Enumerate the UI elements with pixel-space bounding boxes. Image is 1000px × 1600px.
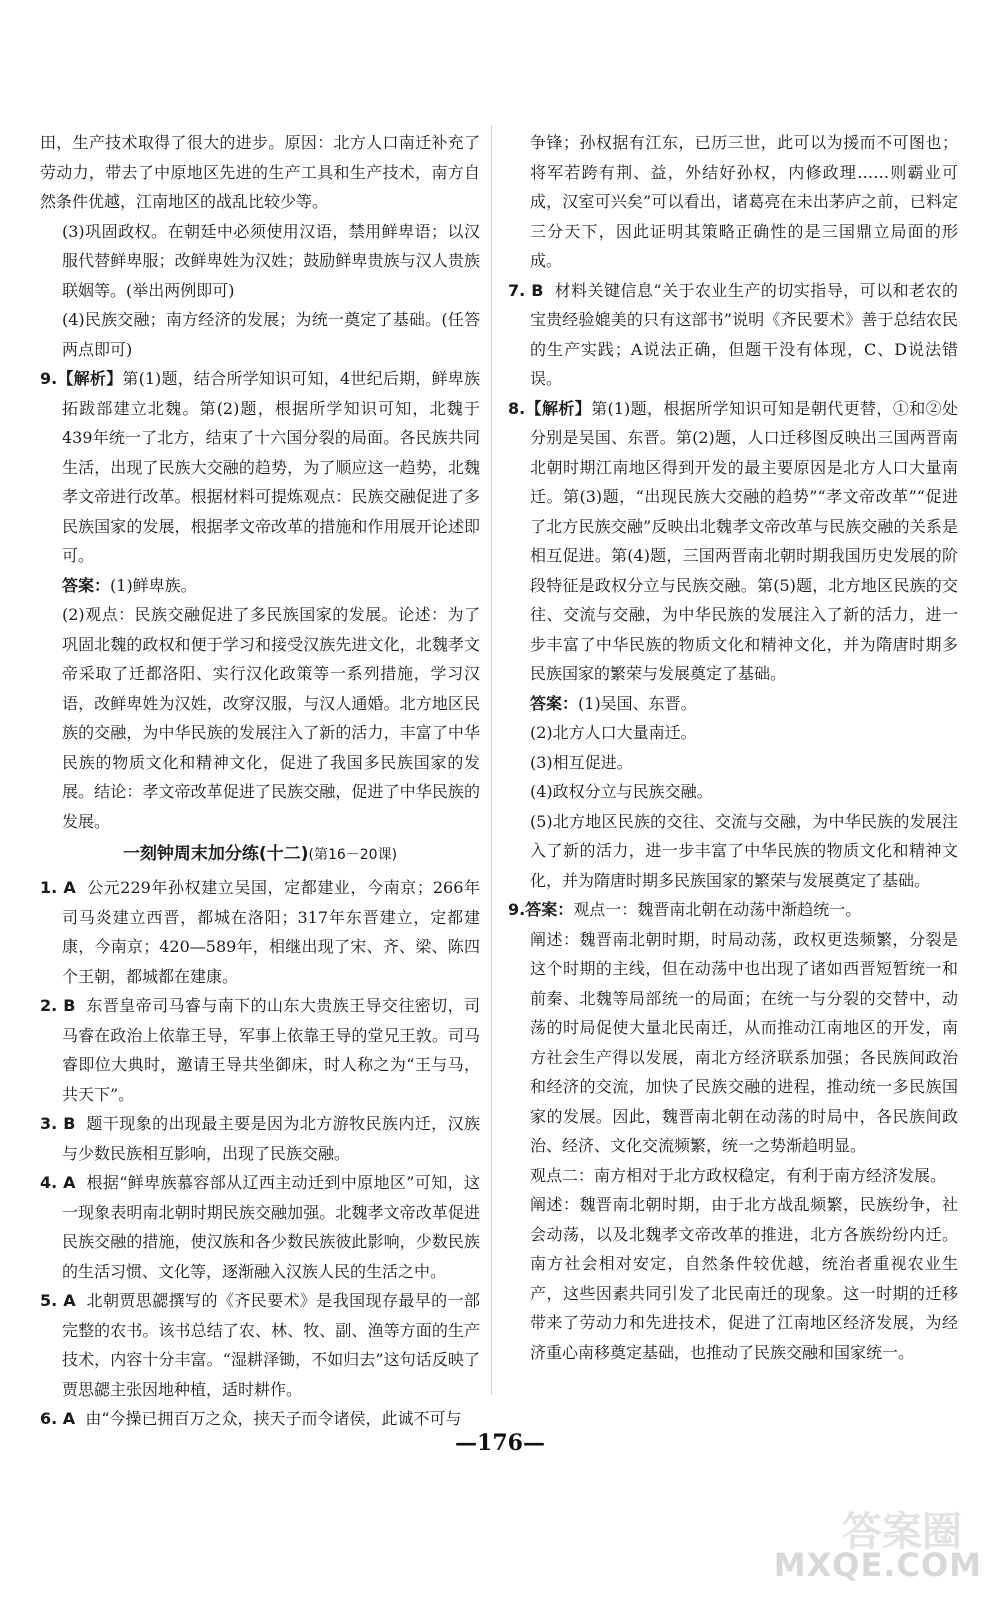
paragraph: (3)巩固政权。在朝廷中必须使用汉语，禁用鲜卑语；以汉服代替鲜卑服；改鲜卑姓为汉姓；鼓励鲜卑贵族与汉人贵族联姻等。(举出两例即可) bbox=[62, 221, 480, 300]
answer-label: 答案： bbox=[62, 575, 111, 595]
page-number: —176— bbox=[455, 1430, 545, 1456]
item-text: 题干现象的出现最主要是因为北方游牧民族内迁，汉族与少数民族相互影响，出现了民族交融。 bbox=[62, 1114, 481, 1163]
answer-line bbox=[40, 571, 480, 601]
answer-line: (4)政权分立与民族交融。 bbox=[530, 782, 713, 801]
answer-line bbox=[508, 689, 958, 719]
item-number: 7. B bbox=[508, 280, 544, 300]
paragraph: (4)民族交融；南方经济的发展；为统一奠定了基础。(任答两点即可) bbox=[62, 310, 480, 359]
question-number: 8. bbox=[508, 398, 526, 418]
right-column bbox=[508, 128, 958, 1367]
watermark-site: MXQE.COM bbox=[773, 1546, 982, 1584]
paragraph: 争锋；孙权据有江东，已历三世，此可以为援而不可图也；将军若跨有荆、益，外结好孙权，内修政理……则霸业可成，汉室可兴矣”可以看出，诸葛亮在未出茅庐之前，已料定三分天下，因此证明其策略正确性的是三国鼎立局面的形成。 bbox=[530, 133, 958, 270]
item-text: 根据“鲜卑族慕容部从辽西主动迁到中原地区”可知，这一现象表明南北朝时期民族交融加强。北魏孝文帝改革促进民族交融的措施，使汉族和各少数民族彼此影响，少数民族的生活习惯、文化等，逐渐融入汉族人民的生活之中。 bbox=[62, 1173, 480, 1281]
answer-item bbox=[40, 873, 480, 991]
item-number: 5. A bbox=[40, 1291, 76, 1310]
question-number: 9. bbox=[40, 369, 58, 388]
view-text: 观点二：南方相对于北方政权稳定，有利于南方经济发展。 bbox=[530, 1165, 947, 1185]
section-subtitle: (第16－20课) bbox=[308, 847, 398, 863]
analysis-text: 第(1)题，结合所学知识可知，4世纪后期，鲜卑族拓跋部建立北魏。第(2)题，根据所学知识可知，北魏于439年统一了北方，结束了十六国分裂的局面。各民族共同生活，出现了民族大交融的趋势，为了顺应这一趋势，北魏孝文帝进行改革。根据材料可提炼观点：民族交融促进了多民族国家的发展，根据孝文帝改革的措施和作用展开论述即可。 bbox=[62, 369, 480, 565]
item-text: 北朝贾思勰撰写的《齐民要术》是我国现存最早的一部完整的农书。该书总结了农、林、牧、副、渔等方面的生产技术，内容十分丰富。“湿耕泽锄，不如归去”这句话反映了贾思勰主张因地种植，适时耕作。 bbox=[62, 1291, 480, 1399]
answer-line: (3)相互促进。 bbox=[530, 752, 633, 772]
column-divider bbox=[491, 125, 492, 1395]
answer-item bbox=[40, 1109, 480, 1168]
item-text: 东晋皇帝司马睿与南下的山东大贵族王导交往密切，司马睿在政治上依靠王导，军事上依靠王导的堂兄王敦。司马睿即位大典时，邀请王导共坐御床，时人称之为“王与马，共天下”。 bbox=[62, 996, 481, 1104]
answer-item bbox=[40, 1168, 480, 1286]
item-text: 由“今操已拥百万之众，挟天子而令诸侯，此诚不可与 bbox=[85, 1409, 462, 1428]
view-text: 观点一：魏晋南北朝在动荡中渐趋统一。 bbox=[573, 900, 862, 919]
question-8-analysis bbox=[508, 394, 958, 689]
watermark bbox=[762, 1500, 982, 1584]
answer-item bbox=[40, 991, 480, 1109]
answer-line: (2)北方人口大量南迁。 bbox=[530, 723, 697, 742]
analysis-tag: 【解析】 bbox=[57, 369, 123, 388]
item-number: 6. A bbox=[40, 1409, 76, 1428]
analysis-text: 第(1)题，根据所学知识可知是朝代更替，①和②处分别是吴国、东晋。第(2)题，人口迁移图反映出三国两晋南北朝时期江南地区得到开发的最主要原因是北方人口大量南迁。第(3)题，“出现民族大交融的趋势”“孝文帝改革”“促进了北方民族交融”反映出北魏孝文帝改革与民族交融的关系是相互促进。第(4)题，三国两晋南北朝时期我国历史发展的阶段特征是政权分立与民族交融。第(5)题，北方地区民族的交往、交流与交融，为中华民族的发展注入了新的活力，进一步丰富了中华民族的物质文化和精神文化，并为隋唐时期多民族国家的繁荣与发展奠定了基础。 bbox=[530, 398, 958, 683]
left-column bbox=[40, 128, 480, 1434]
watermark-logo: 答案圈 bbox=[842, 1509, 962, 1555]
answer-line: (5)北方地区民族的交往、交流与交融，为中华民族的发展注入了新的活力，进一步丰富了中华民族的物质文化和精神文化，并为隋唐时期多民族国家的繁荣与发展奠定了基础。 bbox=[530, 811, 958, 890]
item-number: 4. A bbox=[40, 1173, 76, 1192]
question-number: 9. bbox=[508, 900, 526, 919]
question-9-analysis bbox=[40, 364, 480, 571]
item-text: 公元229年孙权建立吴国，定都建业，今南京；266年司马炎建立西晋，都城在洛阳；317年东晋建立，定都建康，今南京；420—589年，相继出现了宋、齐、梁、陈四个王朝，都城都在建康。 bbox=[62, 878, 480, 986]
answer-label: 答案： bbox=[530, 693, 579, 713]
answer-item bbox=[40, 1286, 480, 1404]
elaboration: 阐述：魏晋南北朝时期，由于北方战乱频繁，民族纷争，社会动荡，以及北魏孝文帝改革的推进，北方各族纷纷内迁。南方社会相对安定，自然条件较优越，统治者重视农业生产，这些因素共同引发了北民南迁的现象。这一时期的迁移带来了劳动力和先进技术，促进了江南地区经济发展，为经济重心南移奠定基础，也推动了民族交融和国家统一。 bbox=[530, 1195, 958, 1362]
answer-paragraph: (2)观点：民族交融促进了多民族国家的发展。论述：为了巩固北魏的政权和便于学习和接受汉族先进文化，北魏孝文帝采取了迁都洛阳、实行汉化政策等一系列措施，学习汉语，改鲜卑姓为汉姓，改穿汉服，与汉人通婚。北方地区民族的交融，为中华民族的发展注入了新的活力，丰富了中华民族的物质文化和精神文化，促进了我国多民族国家的发展。结论：孝文帝改革促进了民族交融，促进了中华民族的发展。 bbox=[62, 605, 480, 831]
question-7 bbox=[508, 276, 958, 394]
answer-text: (1)鲜卑族。 bbox=[110, 575, 197, 595]
section-title-text: 一刻钟周末加分练(十二) bbox=[122, 844, 309, 864]
answer-label: 答案： bbox=[525, 900, 574, 919]
elaboration: 阐述：魏晋南北朝时期，时局动荡，政权更迭频繁，分裂是这个时期的主线，但在动荡中也出现了诸如西晋短暂统一和前秦、北魏等局部统一的局面；在统一与分裂的交替中，动荡的时局促使大量北民南迁，从而推动江南地区的开发，南方社会生产得以发展，南北方经济联系加强；各民族间政治和经济的交流，加快了民族交融的进程，推动统一多民族国家的发展。因此，魏晋南北朝在动荡的时局中，各民族间政治、经济、文化交流频繁，统一之势渐趋明显。 bbox=[530, 929, 958, 1155]
item-number: 1. A bbox=[40, 878, 76, 897]
question-9-answer bbox=[508, 895, 958, 925]
analysis-tag: 【解析】 bbox=[525, 398, 592, 418]
item-number: 2. B bbox=[40, 996, 76, 1015]
answer-text: (1)吴国、东晋。 bbox=[578, 693, 697, 713]
item-number: 3. B bbox=[40, 1114, 76, 1133]
section-title bbox=[40, 838, 480, 871]
paragraph: 田，生产技术取得了很大的进步。原因：北方人口南迁补充了劳动力，带去了中原地区先进的生产工具和生产技术，南方自然条件优越，江南地区的战乱比较少等。 bbox=[40, 133, 480, 211]
item-text: 材料关键信息“关于农业生产的切实指导，可以和老农的宝贵经验媲美的只有这部书”说明《齐民要术》善于总结农民的生产实践；A说法正确，但题干没有体现，C、D说法错误。 bbox=[530, 280, 958, 388]
